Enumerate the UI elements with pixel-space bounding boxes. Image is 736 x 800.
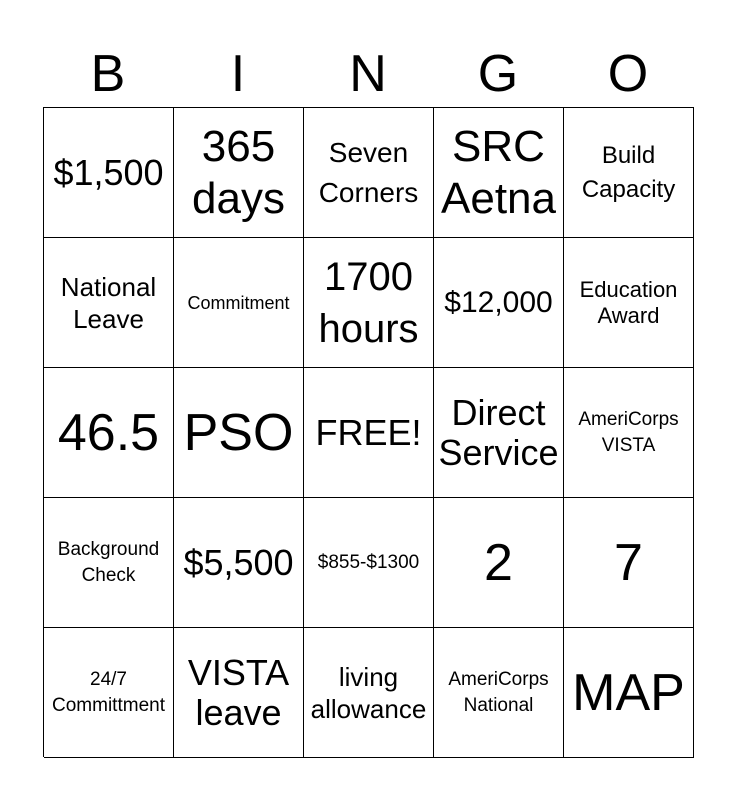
bingo-cell[interactable]: VISTA leave [174,628,304,758]
bingo-cell[interactable]: 1700 hours [304,238,434,368]
bingo-cell[interactable]: Background Check [44,498,174,628]
bingo-cell[interactable]: 7 [564,498,694,628]
bingo-cell[interactable]: Commitment [174,238,304,368]
header-letter-i: I [230,45,246,103]
bingo-cell[interactable]: PSO [174,368,304,498]
bingo-grid [43,107,694,757]
bingo-cell[interactable]: Build Capacity [564,108,694,238]
bingo-cell[interactable]: $12,000 [434,238,564,368]
bingo-cell[interactable]: AmeriCorps National [434,628,564,758]
bingo-cell[interactable]: Direct Service [434,368,564,498]
header-letter-g: G [477,45,519,103]
bingo-cell[interactable]: National Leave [44,238,174,368]
bingo-cell[interactable]: 46.5 [44,368,174,498]
bingo-cell[interactable]: MAP [564,628,694,758]
header-letter-n: N [349,45,387,103]
bingo-cell[interactable]: 365 days [174,108,304,238]
bingo-header [43,45,693,103]
bingo-cell-free-space[interactable]: FREE! [304,368,434,498]
bingo-cell[interactable]: $5,500 [174,498,304,628]
bingo-cell[interactable]: SRC Aetna [434,108,564,238]
bingo-cell[interactable]: Education Award [564,238,694,368]
header-letter-o: O [607,45,649,103]
bingo-cell[interactable]: $1,500 [44,108,174,238]
bingo-cell[interactable]: Seven Corners [304,108,434,238]
bingo-cell[interactable]: 2 [434,498,564,628]
header-letter-b: B [90,45,126,103]
bingo-cell[interactable]: 24/7 Committment [44,628,174,758]
bingo-cell[interactable]: $855-$1300 [304,498,434,628]
bingo-cell[interactable]: AmeriCorps VISTA [564,368,694,498]
bingo-cell[interactable]: living allowance [304,628,434,758]
